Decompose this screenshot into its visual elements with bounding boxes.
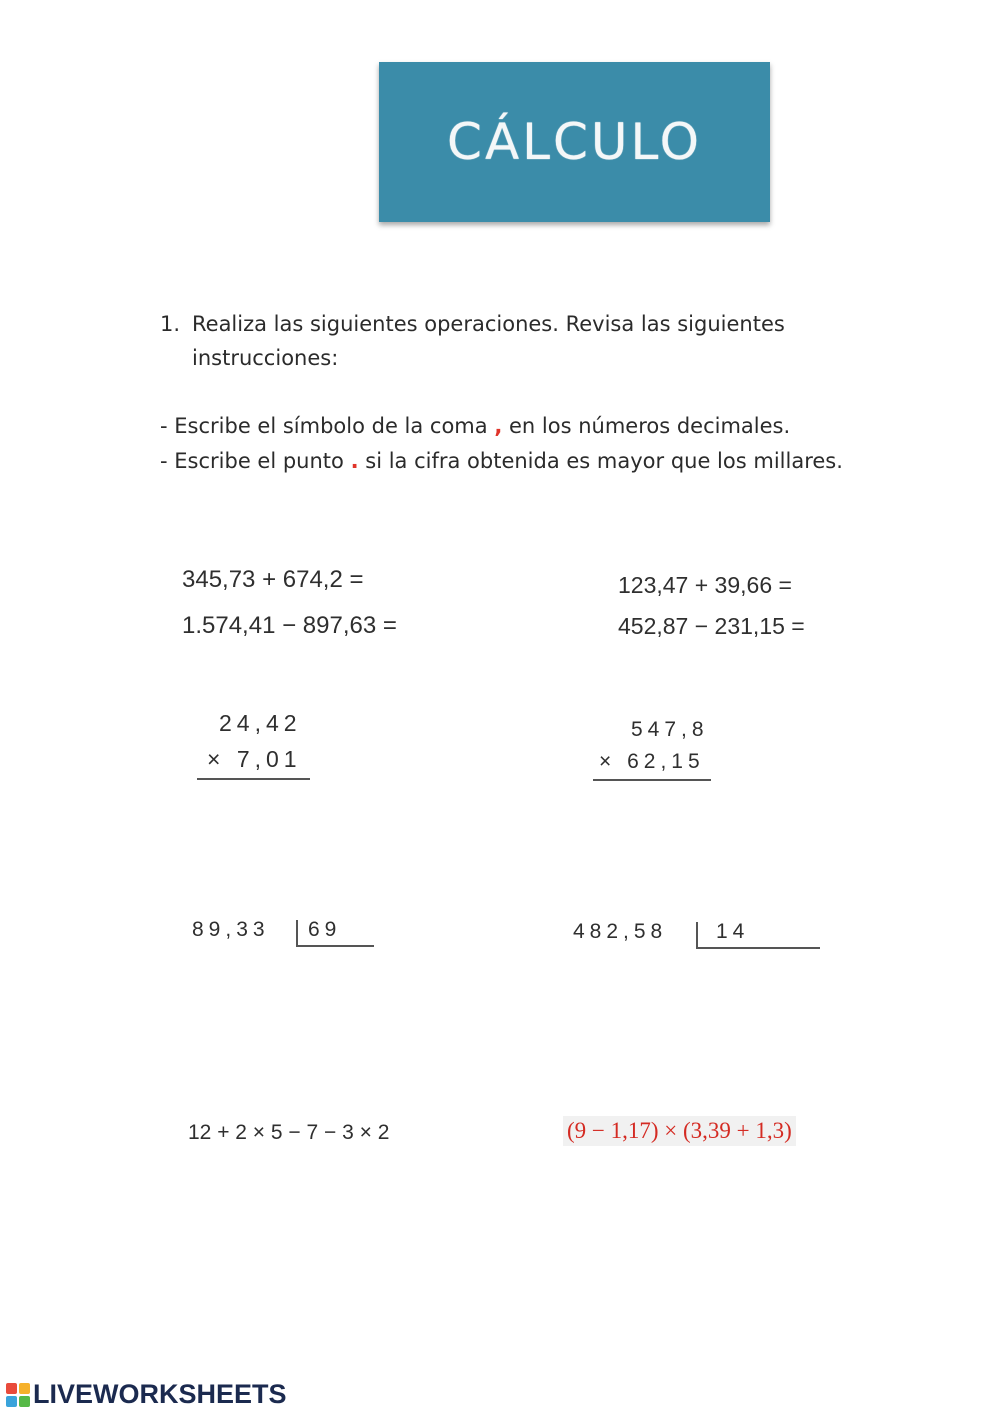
division-bracket xyxy=(296,920,298,947)
bullet-dash: - xyxy=(160,449,168,473)
instruction-line-1: Realiza las siguientes operaciones. Revisa las siguientes xyxy=(192,312,785,336)
logo-icon xyxy=(6,1383,30,1407)
logo-square xyxy=(6,1396,17,1407)
combined-operation-left: 12 + 2 × 5 − 7 − 3 × 2 xyxy=(188,1121,390,1144)
logo-square xyxy=(6,1383,17,1394)
instruction-line-2: instrucciones: xyxy=(192,346,339,370)
multiplicand: 547,8 xyxy=(631,718,709,741)
logo-square xyxy=(19,1383,30,1394)
division-right xyxy=(573,920,823,952)
dividend: 89,33 xyxy=(192,918,270,941)
divisor: 69 xyxy=(308,918,342,941)
multiplier: × 7,01 xyxy=(207,746,302,772)
division-bracket xyxy=(696,947,820,949)
combined-operation-right: (9 − 1,17) × (3,39 + 1,3) xyxy=(563,1116,796,1146)
bullet-text: si la cifra obtenida es mayor que los millares. xyxy=(365,449,843,473)
subtraction-left: 1.574,41 − 897,63 = xyxy=(182,612,397,639)
divisor: 14 xyxy=(716,920,750,943)
division-left xyxy=(192,918,377,950)
instruction-number: 1. xyxy=(160,312,181,336)
point-symbol: . xyxy=(350,449,359,473)
bullet-text: en los números decimales. xyxy=(509,414,791,438)
bullet-dash: - xyxy=(160,414,168,438)
multiplier: × 62,15 xyxy=(599,750,705,773)
banner-title: CÁLCULO xyxy=(447,113,702,171)
result-line xyxy=(197,778,310,780)
bullet-text: Escribe el símbolo de la coma xyxy=(174,414,488,438)
result-line xyxy=(593,779,711,781)
sum-right: 123,47 + 39,66 = xyxy=(618,572,792,598)
sum-left: 345,73 + 674,2 = xyxy=(182,566,364,593)
logo-square xyxy=(19,1396,30,1407)
bullet-text: Escribe el punto xyxy=(174,449,344,473)
dividend: 482,58 xyxy=(573,920,668,943)
division-bracket xyxy=(696,922,698,949)
subtraction-right: 452,87 − 231,15 = xyxy=(618,613,805,639)
bullet-comma xyxy=(160,414,790,438)
comma-symbol: , xyxy=(494,414,503,438)
bullet-point xyxy=(160,449,843,473)
liveworksheets-logo[interactable] xyxy=(6,1379,287,1410)
logo-text: LIVEWORKSHEETS xyxy=(33,1379,287,1409)
division-bracket xyxy=(296,945,374,947)
multiplicand: 24,42 xyxy=(219,710,302,736)
title-banner xyxy=(379,62,770,222)
